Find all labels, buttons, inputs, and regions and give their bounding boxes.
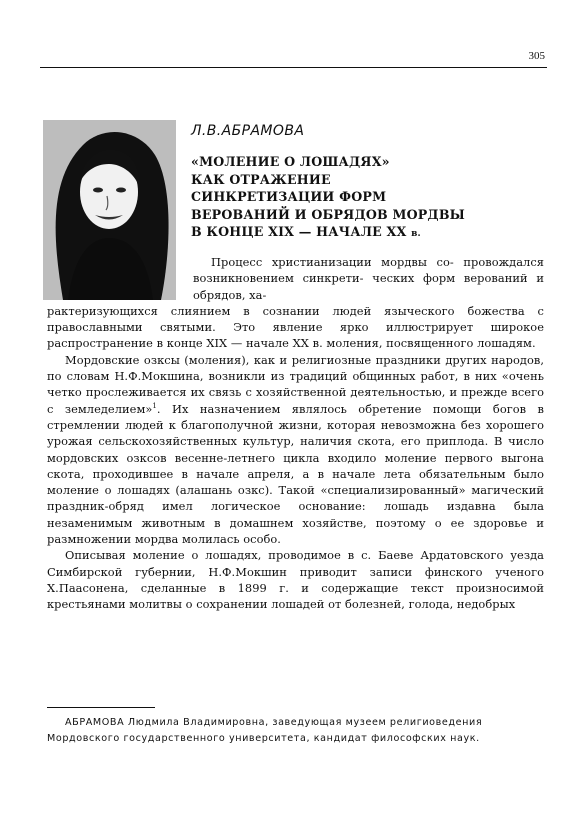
page-number: 305 (528, 50, 545, 62)
title-line: В КОНЦЕ XIX — НАЧАЛЕ XX (191, 224, 407, 239)
footnote-ref: 1 (152, 401, 157, 410)
paragraph-2 (47, 352, 544, 548)
title-line: КАК ОТРАЖЕНИЕ (191, 171, 331, 187)
title-line: «МОЛЕНИЕ О ЛОШАДЯХ» (191, 154, 390, 169)
p2-text: Мордовские озксы (моления), как и религиозные праздники других народов, по словам Н.Ф.Мокшина, возникли из традиций общинных работ, в них «очень четко прослеживается их связь с хозяйственной деятельностью, и прежде всего с земледелием» (47, 352, 544, 416)
p1-wrap-line-1: Процесс христианизации мордвы со- (211, 255, 454, 269)
article-body (47, 254, 544, 613)
p1-wrap-line-2: провождался возникновением синкрети- (193, 255, 545, 286)
p1-wrap-line-3: ческих форм верований и обрядов, ха- (193, 271, 545, 302)
p2-text-cont: . Их назначением являлось обретение помощи богов в стремлении людей к благополучной жизни, которая невозможна без хорошего урожая сельскохозяйственных культур, наличия скота, его приплода. В число мордовских озксов весенне-летнего цикла входило моление первого выгона скота, проходившее в начале апреля, а в начале лета обязательным было моление о лошадях (алашань озкс). Такой «специализированный» магический праздник-обряд имел логическое основание: лошадь издавна была незаменимым животным в домашнем хозяйстве, поэтому о ее здоровье и размножении мордва молилась особо. (47, 401, 544, 547)
paragraph-1-rest: рактеризующихся слиянием в сознании людей языческого божества с православными святыми. Это явление ярко иллюстрирует широкое распространение в конце XIX — начале XX в. моления, посвященного лошадям. (47, 303, 544, 351)
title-line: ВЕРОВАНИЙ И ОБРЯДОВ МОРДВЫ (191, 206, 466, 222)
author-footnote (47, 715, 544, 746)
title-line: СИНКРЕТИЗАЦИИ ФОРМ (191, 189, 387, 204)
footnote-rule (47, 707, 155, 708)
article-title (191, 153, 531, 244)
footnote-text: АБРАМОВА Людмила Владимировна, заведующая музеем религиоведения Мордовского государственного университета, кандидат философских наук. (47, 717, 483, 744)
paragraph-1-wrapped (193, 254, 544, 303)
paragraph-3: Описывая моление о лошадях, проводимое в с. Баеве Ардатовского уезда Симбирской губернии, Н.Ф.Мокшин приводит записи финского ученого Х.Паасонена, сделанные в 1899 г. и содержащие текст произносимой крестьянами молитвы о сохранении лошадей от болезней, голода, недобрых (47, 548, 544, 612)
title-line-last (191, 223, 531, 244)
header-rule (40, 67, 547, 68)
title-suffix: в. (411, 229, 421, 239)
article-author: Л.В.АБРАМОВА (191, 123, 305, 139)
